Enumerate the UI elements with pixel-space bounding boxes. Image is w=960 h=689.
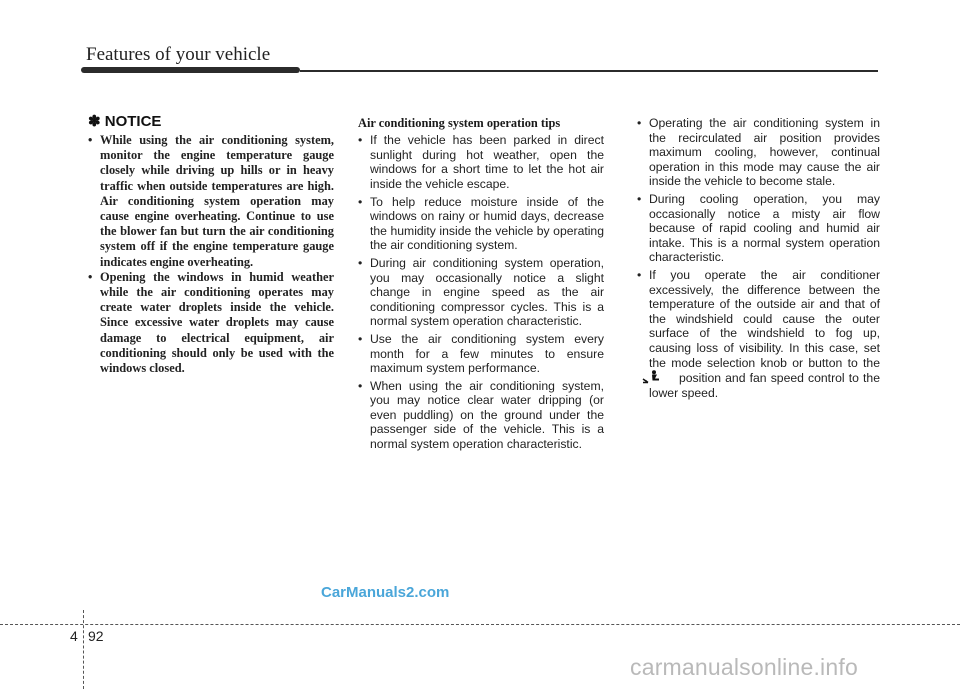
tips-list-2	[637, 116, 880, 400]
notice-heading	[88, 112, 334, 130]
footer-site-watermark: carmanualsonline.info	[630, 654, 858, 680]
footer-vertical-rule	[83, 610, 84, 689]
header-rule	[300, 70, 878, 72]
notice-title: NOTICE	[104, 113, 162, 130]
tips-column-2	[637, 116, 880, 403]
tip-item: • To help reduce moisture inside of the windows on rainy or humid days, decrease the humidity inside the vehicle by operating the air conditioning system.	[358, 194, 604, 253]
tips-column-1	[358, 116, 604, 455]
notice-list	[88, 133, 334, 376]
tip-item: • Use the air conditioning system every month for a few minutes to ensure maximum system performance.	[358, 331, 604, 376]
footer-rule	[0, 624, 960, 625]
tip-item: • If the vehicle has been parked in direct sunlight during hot weather, open the windows for a short time to let the hot air inside the vehicle escape.	[358, 133, 604, 191]
tips-title: Air conditioning system operation tips	[358, 116, 561, 130]
page-number: 92	[88, 628, 104, 644]
tip-item: • When using the air conditioning system, you may notice clear water dripping (or even puddling) on the ground under the passenger side of the vehicle. This is a normal system operation characteristic.	[358, 378, 604, 452]
page-header-title: Features of your vehicle	[86, 44, 271, 65]
notice-symbol-icon: ✽	[88, 113, 101, 130]
floor-mode-icon	[653, 370, 675, 384]
chapter-number: 4	[70, 628, 78, 644]
tip-item: • During air conditioning system operation, you may occasionally notice a slight change in engine speed as the air conditioning compressor cycles. This is a normal system operation characteristic.	[358, 255, 604, 329]
notice-item: • While using the air conditioning system, monitor the engine temperature gauge closely while driving up hills or in heavy traffic when outside temperatures are high. Air conditioning system operation may cause engine overheating. Continue to use the blower fan but turn the air conditioning system off if the engine temperature gauge indicates engine overheating.	[88, 133, 334, 269]
header-bar	[81, 67, 300, 73]
tip-item: • Operating the air conditioning system in the recirculated air position provides maximum cooling, however, continual operation in this mode may cause the air inside the vehicle to become stale.	[637, 116, 880, 189]
watermark-logo: CarManuals2.com	[321, 584, 450, 601]
tip-item: • During cooling operation, you may occasionally notice a misty air flow because of rapid cooling and humid air intake. This is a normal system operation characteristic.	[637, 191, 880, 265]
notice-item: • Opening the windows in humid weather while the air conditioning operates may create water droplets inside the vehicle. Since excessive water droplets may cause damage to electrical equipment, air conditioning should only be used with the windows closed.	[88, 269, 334, 376]
tip-item: • If you operate the air conditioner excessively, the difference between the temperature of the outside air and that of the windshield could cause the outer surface of the windshield to fog up, causing loss of visibility. In this case, set the mode selection knob or button to theposition and fan speed control to the lower speed.	[637, 267, 880, 400]
notice-column	[88, 112, 334, 376]
tips-list-1	[358, 133, 604, 451]
